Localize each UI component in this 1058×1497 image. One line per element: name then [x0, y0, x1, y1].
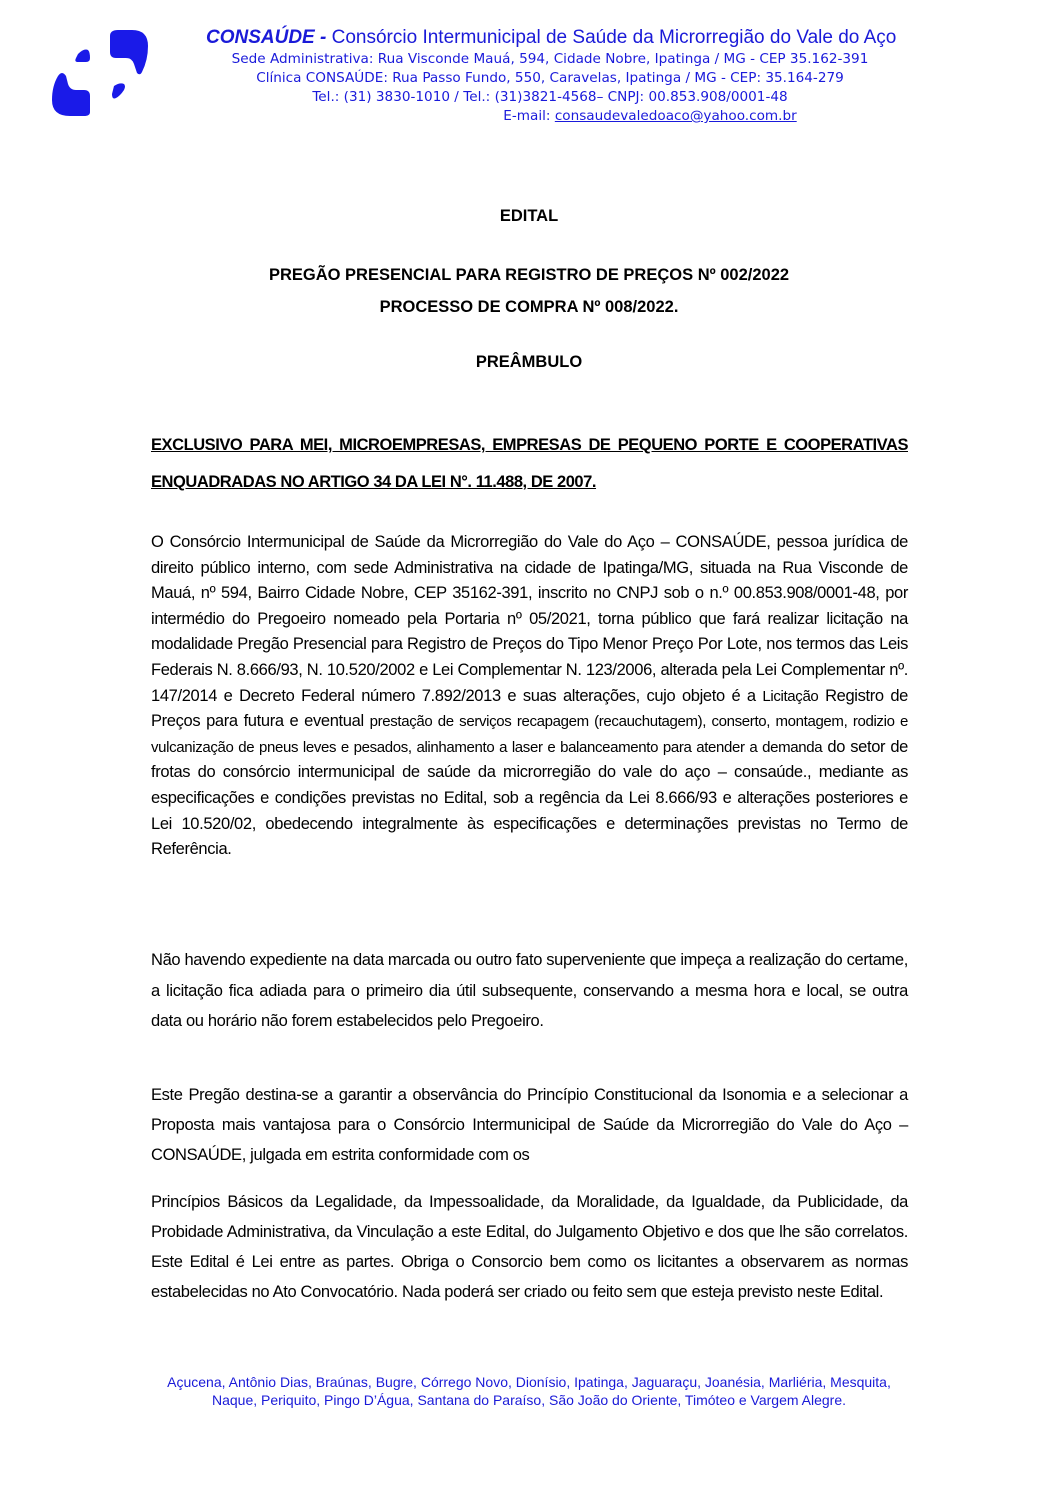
paragraph-preamble-part-e: do setor de frotas do consórcio intermunicipal de saúde da microrregião do vale do aço – consaúde., mediante as especificações e condições previstas no Edital, sob a regência da Lei 8.666/93 e alterações posteriores e Lei 10.520/02, obedecendo integralmente às especificações e determinações previstas no Termo de Referência. [151, 737, 908, 859]
paragraph-isonomy: Este Pregão destina-se a garantir a observância do Princípio Constitucional da Isonomia e a selecionar a Proposta mais vantajosa para o Consórcio Intermunicipal de Saúde da Microrregião do Vale do Aço – CONSAÚDE, julgada em estrita conformidade com os [151, 1086, 908, 1164]
phone-cnpj: Tel.: (31) 3830-1010 / Tel.: (31)3821-4568– CNPJ: 00.853.908/0001-48 [312, 89, 788, 105]
paragraph-postponement: Não havendo expediente na data marcada ou outro fato superveniente que impeça a realização do certame, a licitação fica adiada para o primeiro dia útil subsequente, conservando a mesma hora e local, se outra data ou horário não forem estabelecidos pelo Pregoeiro. [151, 951, 908, 1030]
paragraph-preamble-part-b: Licitação [762, 687, 819, 705]
sede-address: Sede Administrativa: Rua Visconde Mauá, 594, Cidade Nobre, Ipatinga / MG - CEP 35.162-391 [231, 51, 869, 67]
email-label: E-mail: [503, 108, 555, 124]
municipalities-footer [0, 1373, 1058, 1409]
footer-line-2: Naque, Periquito, Pingo D’Água, Santana do Paraíso, São João do Oriente, Timóteo e Vargem Alegre. [211, 1392, 847, 1408]
document-heading: EDITAL [499, 207, 559, 225]
paragraph-preamble [151, 530, 908, 863]
paragraph-preamble-part-d: prestação de serviços recapagem (recauchutagem), conserto, montagem, rodizio e vulcanização de pneus leves e pesados, alinhamento a laser e balanceamento para atender a demanda [151, 713, 908, 756]
email-link[interactable]: consaudevaledoaco@yahoo.com.br [554, 108, 797, 124]
email-line [250, 107, 1050, 126]
org-acronym: CONSAÚDE - [206, 27, 327, 48]
consaude-logo-icon [48, 28, 152, 118]
exclusivity-notice: EXCLUSIVO PARA MEI, MICROEMPRESAS, EMPRESAS DE PEQUENO PORTE E COOPERATIVAS ENQUADRADAS NO ARTIGO 34 DA LEI N°. 11.488, DE 2007. [151, 436, 908, 491]
processo-title: PROCESSO DE COMPRA Nº 008/2022. [379, 298, 679, 316]
org-title [150, 26, 950, 50]
footer-line-1: Açucena, Antônio Dias, Braúnas, Bugre, Córrego Novo, Dionísio, Ipatinga, Jaguaraçu, Joanésia, Marliéria, Mesquita, [167, 1374, 891, 1390]
paragraph-preamble-part-c: Registro de Preços para futura e eventual [151, 686, 909, 731]
paragraph-preamble-part-a: O Consórcio Intermunicipal de Saúde da Microrregião do Vale do Aço – CONSAÚDE, pessoa jurídica de direito público interno, com sede Administrativa na cidade de Ipatinga/MG, situada na Rua Visconde de Mauá, nº 594, Bairro Cidade Nobre, CEP 35162-391, inscrito no CNPJ sob o n.º 00.853.908/0001-48, por intermédio do Pregoeiro nomeado pela Portaria nº 05/2021, torna público que fará realizar licitação na modalidade Pregão Presencial para Registro de Preços do Tipo Menor Preço Por Lote, nos termos das Leis Federais N. 8.666/93, N. 10.520/2002 e Lei Complementar N. 123/2006, alterada pela Lei Complementar nº. 147/2014 e Decreto Federal número 7.892/2013 e suas alterações, cujo objeto é a [151, 533, 908, 705]
org-full-name: Consórcio Intermunicipal de Saúde da Microrregião do Vale do Aço [326, 27, 897, 48]
letterhead [150, 26, 950, 126]
paragraph-principles: Princípios Básicos da Legalidade, da Impessoalidade, da Moralidade, da Igualdade, da Publicidade, da Probidade Administrativa, da Vinculação a este Edital, do Julgamento Objetivo e dos que lhe são correlatos. Este Edital é Lei entre as partes. Obriga o Consorcio bem como os licitantes a observarem as normas estabelecidas no Ato Convocatório. Nada poderá ser criado ou feito sem que esteja previsto neste Edital. [151, 1193, 908, 1301]
clinica-address: Clínica CONSAÚDE: Rua Passo Fundo, 550, Caravelas, Ipatinga / MG - CEP: 35.164-279 [256, 70, 844, 86]
pregao-title: PREGÃO PRESENCIAL PARA REGISTRO DE PREÇOS Nº 002/2022 [268, 266, 790, 284]
preambulo-heading: PREÂMBULO [475, 353, 583, 371]
